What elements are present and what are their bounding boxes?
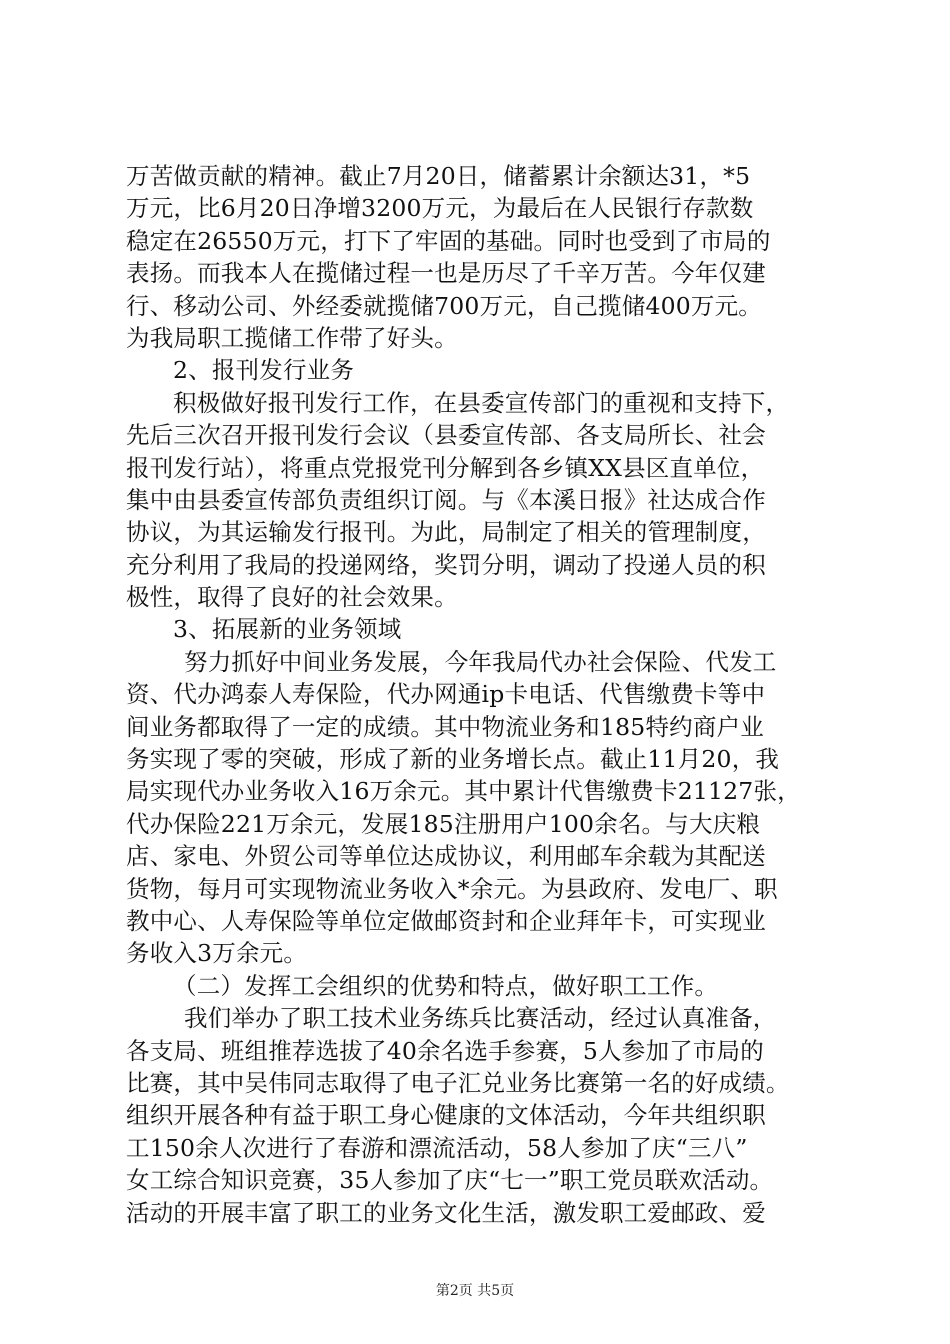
text-line: 先后三次召开报刊发行会议（县委宣传部、各支局所长、社会 <box>126 421 766 450</box>
text-line: 间业务都取得了一定的成绩。其中物流业务和185特约商户业 <box>126 712 764 741</box>
text-line: 局实现代办业务收入16万余元。其中累计代售缴费卡21127张， <box>126 777 801 806</box>
section-heading: 2、报刊发行业务 <box>173 356 355 385</box>
text-line: 积极做好报刊发行工作，在县委宣传部门的重视和支持下， <box>173 388 790 417</box>
text-line: 为我局职工揽储工作带了好头。 <box>126 323 458 352</box>
text-line: 组织开展各种有益于职工身心健康的文体活动，今年共组织职 <box>126 1101 766 1130</box>
text-line: 努力抓好中间业务发展，今年我局代办社会保险、代发工 <box>184 647 777 676</box>
text-line: 活动的开展丰富了职工的业务文化生活，激发职工爱邮政、爱 <box>126 1198 766 1227</box>
text-line: 我们举办了职工技术业务练兵比赛活动，经过认真准备， <box>184 1004 777 1033</box>
text-line: 万元，比6月20日净增3200万元，为最后在人民银行存款数 <box>126 194 754 223</box>
text-line: 万苦做贡献的精神。截止7月20日，储蓄累计余额达31，*5 <box>126 162 751 190</box>
text-line: 比赛，其中吴伟同志取得了电子汇兑业务比赛第一名的好成绩。 <box>126 1068 790 1097</box>
text-line: 极性，取得了良好的社会效果。 <box>126 583 458 612</box>
text-line: 店、家电、外贸公司等单位达成协议，利用邮车余载为其配送 <box>126 842 766 871</box>
text-line: 女工综合知识竞赛，35人参加了庆“七一”职工党员联欢活动。 <box>126 1166 774 1195</box>
text-line: 表扬。而我本人在揽储过程一也是历尽了千辛万苦。今年仅建 <box>126 259 766 288</box>
section-heading: 3、拓展新的业务领域 <box>173 615 402 644</box>
page-number: 第2页 共5页 <box>435 1283 515 1299</box>
body-text <box>126 160 846 1229</box>
text-line: 各支局、班组推荐选拔了40余名选手参赛，5人参加了市局的 <box>126 1036 764 1065</box>
text-line: 集中由县委宣传部负责组织订阅。与《本溪日报》社达成合作 <box>126 485 766 514</box>
text-line: 报刊发行站），将重点党报党刊分解到各乡镇XX县区直单位， <box>126 453 765 482</box>
section-heading: （二）发挥工会组织的优势和特点，做好职工工作。 <box>173 971 719 1000</box>
text-line: 教中心、人寿保险等单位定做邮资封和企业拜年卡，可实现业 <box>126 906 766 935</box>
text-line: 工150余人次进行了春游和漂流活动，58人参加了庆“三八” <box>126 1133 748 1162</box>
text-line: 货物，每月可实现物流业务收入*余元。为县政府、发电厂、职 <box>126 874 778 903</box>
text-line: 行、移动公司、外经委就揽储700万元，自己揽储400万元。 <box>126 291 763 320</box>
text-line: 资、代办鸿泰人寿保险，代办网通ip卡电话、代售缴费卡等中 <box>126 680 766 709</box>
text-line: 务实现了零的突破，形成了新的业务增长点。截止11月20，我 <box>126 745 780 774</box>
text-line: 充分利用了我局的投递网络，奖罚分明，调动了投递人员的积 <box>126 550 766 579</box>
text-line: 务收入3万余元。 <box>126 939 308 968</box>
text-line: 代办保险221万余元，发展185注册用户100余名。与大庆粮 <box>126 809 761 838</box>
text-line: 稳定在26550万元，打下了牢固的基础。同时也受到了市局的 <box>126 226 771 255</box>
text-line: 协议，为其运输发行报刊。为此，局制定了相关的管理制度， <box>126 518 766 547</box>
